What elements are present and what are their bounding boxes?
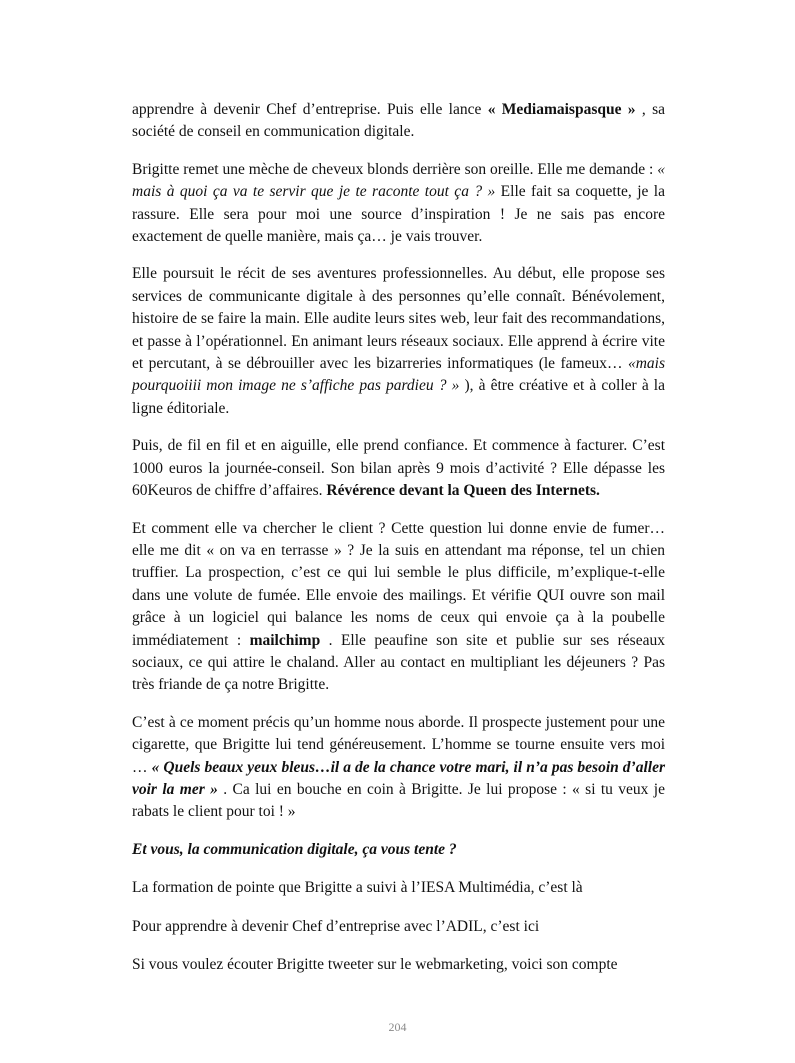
section-heading: Et vous, la communication digitale, ça vous tente ?: [132, 840, 457, 858]
link-iesa[interactable]: La formation de pointe que Brigitte a suivi à l’IESA Multimédia, c’est là: [132, 879, 583, 897]
text-run: apprendre à devenir Chef d’entreprise. Puis elle lance: [132, 101, 488, 118]
paragraph-aventures: [132, 263, 665, 420]
text-run: C’est à ce moment précis qu’un homme nous aborde. Il prospecte justement pour une cigarette, que Brigitte lui tend généreusement. L’homme se tourne ensuite vers moi …: [132, 713, 665, 776]
page-number: 204: [388, 1020, 407, 1034]
text-run: ), à être créative et à coller à la ligne éditoriale.: [132, 377, 665, 417]
software-name: mailchimp: [249, 631, 321, 649]
quote-italic: «mais pourquoiiii mon image ne s’affiche pas pardieu ? »: [132, 355, 665, 395]
text-run: Brigitte remet une mèche de cheveux blonds derrière son oreille. Elle me demande :: [132, 160, 658, 178]
text-run: Et comment elle va chercher le client ? Cette question lui donne envie de fumer… elle me dit « on va en terrasse » ? Je la suis en attendant ma réponse, tel un chien truffier. La prospection, c’est ce qui lui semble le plus difficile, m’explique-t-elle dans une volute de fumée. Elle envoie des mailings. Et vérifie QUI ouvre son mail grâce à un logiciel qui balance les noms de ceux qui envoie ça à la poubelle immédiatement :: [132, 519, 665, 649]
paragraph-mediamaispasque: [132, 99, 665, 144]
quote-italic: « mais à quoi ça va te servir que je te raconte tout ça ? »: [132, 160, 665, 201]
company-name: « Mediamaispasque »: [487, 101, 636, 118]
paragraph-brigitte-meche: [132, 159, 665, 249]
bold-phrase: Révérence devant la Queen des Internets.: [326, 482, 600, 500]
body-text: [132, 99, 665, 992]
paragraph-facturer: [132, 435, 665, 502]
paragraph-prospection: [132, 518, 665, 697]
text-run: . Elle peaufine son site et publie sur ses réseaux sociaux, ce qui attire le chaland. Aller au contact en multipliant les déjeuners ? Pas très friande de ça notre Brigitte.: [132, 631, 665, 694]
text-run: . Ca lui en bouche en coin à Brigitte. Je lui propose : « si tu veux je rabats le client pour toi ! »: [132, 780, 665, 821]
text-run: Elle fait sa coquette, je la rassure. Elle sera pour moi une source d’inspiration ! Je ne sais pas encore exactement de quelle manière, mais ça… je vais trouver.: [132, 183, 665, 246]
text-run: Elle poursuit le récit de ses aventures professionnelles. Au début, elle propose ses services de communicante digitale à des personnes qu’elle connaît. Bénévolement, histoire de se faire la main. Elle audite leurs sites web, leur fait des recommandations, et passe à l’opérationnel. En animant leurs réseaux sociaux. Elle apprend à écrire vite et percutant, à se débrouiller avec les bizarreries informatiques (le fameux…: [132, 265, 665, 373]
text-run: Puis, de fil en fil et en aiguille, elle prend confiance. Et commence à facturer. C’est 1000 euros la journée-conseil. Son bilan après 9 mois d’activité ? Elle dépasse les 60Keuros de chiffre d’affaires.: [132, 437, 665, 500]
quote-bold-italic: « Quels beaux yeux bleus…il a de la chance votre mari, il n’a pas besoin d’aller voir la mer »: [132, 758, 665, 798]
link-twitter[interactable]: Si vous voulez écouter Brigitte tweeter sur le webmarketing, voici son compte: [132, 956, 618, 973]
link-adil[interactable]: Pour apprendre à devenir Chef d’entreprise avec l’ADIL, c’est ici: [132, 917, 540, 935]
paragraph-homme-aborde: [132, 712, 665, 824]
text-run: , sa société de conseil en communication digitale.: [132, 101, 665, 141]
